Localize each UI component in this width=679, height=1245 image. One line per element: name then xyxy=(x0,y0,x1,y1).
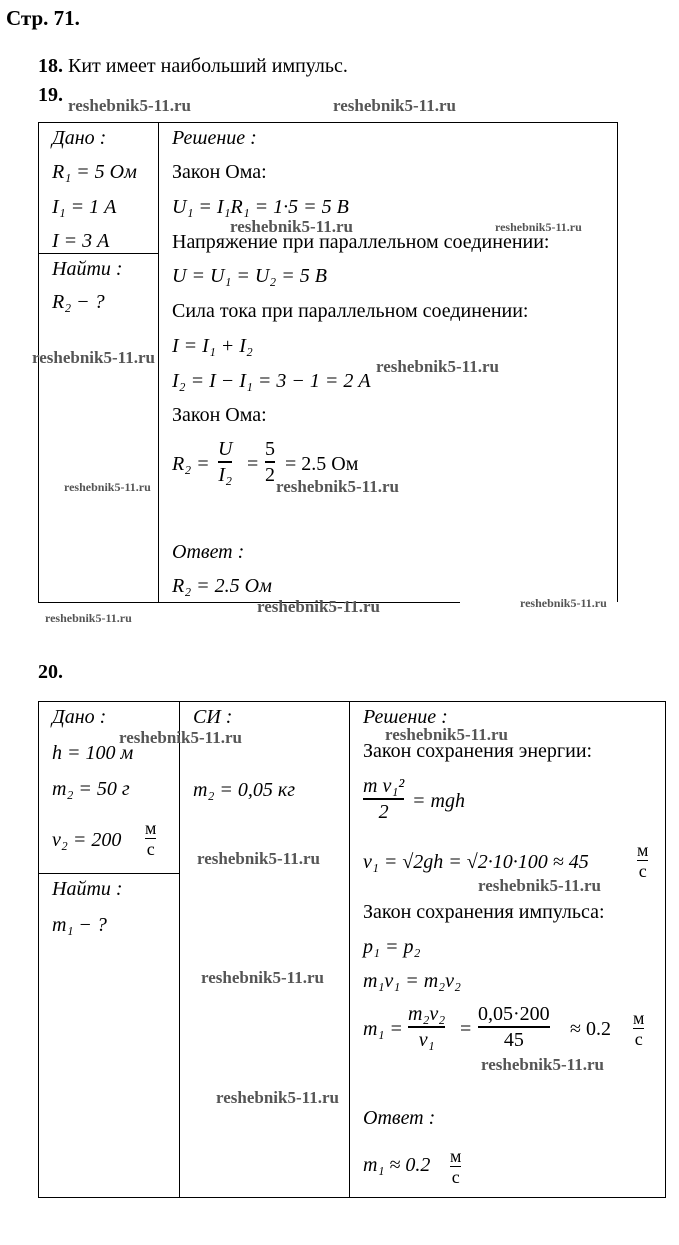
fraction-denominator: 2 xyxy=(265,463,275,486)
problem-18-answer: Кит имеет наибольший импульс. xyxy=(68,55,348,77)
given-h: h = 100 м xyxy=(52,742,134,764)
unit-m-per-s xyxy=(450,1146,461,1187)
energy-fraction xyxy=(363,774,404,824)
watermark: reshebnik5-11.ru xyxy=(201,968,324,987)
fraction-numerator: U xyxy=(218,438,233,460)
given-title: Дано : xyxy=(52,127,107,149)
velocity-formula: v₁ = √2gh = √2·10·100 ≈ 45 xyxy=(363,851,589,873)
table-border xyxy=(179,701,180,1198)
watermark: reshebnik5-11.ru xyxy=(495,220,582,234)
m1-equals: = xyxy=(460,1018,472,1040)
fraction-u-over-i2 xyxy=(218,437,232,487)
solution-line: p₁ = p₂ xyxy=(363,936,421,958)
solution-line: Закон сохранения энергии: xyxy=(363,740,593,762)
watermark: reshebnik5-11.ru xyxy=(478,876,601,895)
table-border xyxy=(349,701,350,1198)
find-title: Найти : xyxy=(52,878,123,900)
unit-m-per-s xyxy=(637,840,648,881)
watermark: reshebnik5-11.ru xyxy=(216,1088,339,1107)
fraction-denominator: 45 xyxy=(503,1028,524,1051)
answer-title: Ответ : xyxy=(172,541,245,563)
table-border xyxy=(38,1197,666,1198)
table-border xyxy=(38,701,666,702)
watermark: reshebnik5-11.ru xyxy=(64,480,151,494)
formula-equals: = xyxy=(247,453,259,475)
m1-fraction-numeric xyxy=(478,1002,550,1052)
formula-lhs: R₂ = xyxy=(172,453,210,475)
solution-title: Решение : xyxy=(172,127,257,149)
table-border xyxy=(665,701,666,1198)
fraction-numerator: 0,05·200 xyxy=(478,1003,550,1025)
watermark: reshebnik5-11.ru xyxy=(230,217,353,236)
solution-line: Напряжение при параллельном соединении: xyxy=(172,231,550,253)
unit-numerator: м xyxy=(633,1008,645,1028)
m1-fraction-symbolic xyxy=(408,1002,445,1052)
answer-value: R₂ = 2.5 Ом xyxy=(172,575,272,597)
given-m2: m₂ = 50 г xyxy=(52,778,130,800)
unit-numerator: м xyxy=(145,818,157,838)
m1-lhs: m₁ = xyxy=(363,1018,403,1040)
solution-line: U = U₁ = U₂ = 5 В xyxy=(172,265,327,287)
problem-19-number: 19. xyxy=(38,84,63,106)
table-border xyxy=(38,701,39,1198)
table-border xyxy=(38,253,158,254)
solution-line: m₁v₁ = m₂v₂ xyxy=(363,970,461,992)
watermark: reshebnik5-11.ru xyxy=(68,96,191,115)
answer-title: Ответ : xyxy=(363,1107,436,1129)
watermark: reshebnik5-11.ru xyxy=(333,96,456,115)
solution-line: U₁ = I₁R₁ = 1·5 = 5 В xyxy=(172,196,349,218)
si-title: СИ : xyxy=(193,706,233,728)
unit-denominator: с xyxy=(634,1029,643,1050)
watermark: reshebnik5-11.ru xyxy=(385,725,508,744)
table-border xyxy=(38,602,460,603)
solution-line: Закон Ома: xyxy=(172,404,267,426)
given-title: Дано : xyxy=(52,706,107,728)
unit-numerator: м xyxy=(450,1146,462,1166)
unit-m-per-s xyxy=(145,818,156,859)
find-m1: m₁ − ? xyxy=(52,914,107,936)
problem-18 xyxy=(38,54,348,78)
fraction-numerator: m v₁² xyxy=(363,775,405,797)
page-header: Стр. 71. xyxy=(6,6,80,30)
unit-denominator: с xyxy=(146,839,155,860)
solution-line: Сила тока при параллельном соединении: xyxy=(172,300,529,322)
watermark: reshebnik5-11.ru xyxy=(119,728,242,747)
table-border xyxy=(617,122,618,602)
given-r1: R₁ = 5 Ом xyxy=(52,161,137,183)
problem-20-number: 20. xyxy=(38,661,63,683)
fraction-denominator: I₂ xyxy=(218,463,233,486)
solution-line: I₂ = I − I₁ = 3 − 1 = 2 А xyxy=(172,370,371,392)
solution-line: Закон сохранения импульса: xyxy=(363,901,605,923)
watermark: reshebnik5-11.ru xyxy=(376,357,499,376)
watermark: reshebnik5-11.ru xyxy=(481,1055,604,1074)
watermark: reshebnik5-11.ru xyxy=(520,596,607,610)
fraction-denominator: 2 xyxy=(378,800,389,823)
unit-numerator: м xyxy=(637,840,649,860)
unit-m-per-s xyxy=(633,1008,644,1049)
energy-rhs: = mgh xyxy=(412,790,465,812)
m1-result: ≈ 0.2 xyxy=(570,1018,611,1040)
watermark: reshebnik5-11.ru xyxy=(32,348,155,367)
watermark: reshebnik5-11.ru xyxy=(257,597,380,616)
formula-result: = 2.5 Ом xyxy=(285,453,359,475)
solution-title: Решение : xyxy=(363,706,448,728)
fraction-numerator: m₂v₂ xyxy=(408,1003,446,1025)
table-border xyxy=(158,122,159,602)
solution-line: Закон Ома: xyxy=(172,161,267,183)
watermark: reshebnik5-11.ru xyxy=(197,849,320,868)
si-value: m₂ = 0,05 кг xyxy=(193,779,296,801)
given-i1: I₁ = 1 А xyxy=(52,196,117,218)
watermark: reshebnik5-11.ru xyxy=(276,477,399,496)
unit-denominator: с xyxy=(451,1167,460,1188)
solution-line: I = I₁ + I₂ xyxy=(172,335,253,357)
fraction-denominator: v₁ xyxy=(418,1028,435,1051)
fraction-numerator: 5 xyxy=(265,438,275,460)
table-border xyxy=(38,873,179,874)
problem-18-number: 18. xyxy=(38,55,63,77)
find-r2: R₂ − ? xyxy=(52,291,105,313)
watermark: reshebnik5-11.ru xyxy=(45,611,132,625)
table-border xyxy=(38,122,617,123)
unit-denominator: с xyxy=(638,861,647,882)
answer-value: m₁ ≈ 0.2 xyxy=(363,1154,431,1176)
given-i: I = 3 А xyxy=(52,230,110,252)
given-v2: v₂ = 200 xyxy=(52,829,122,851)
find-title: Найти : xyxy=(52,258,123,280)
fraction-5-over-2 xyxy=(265,437,275,487)
